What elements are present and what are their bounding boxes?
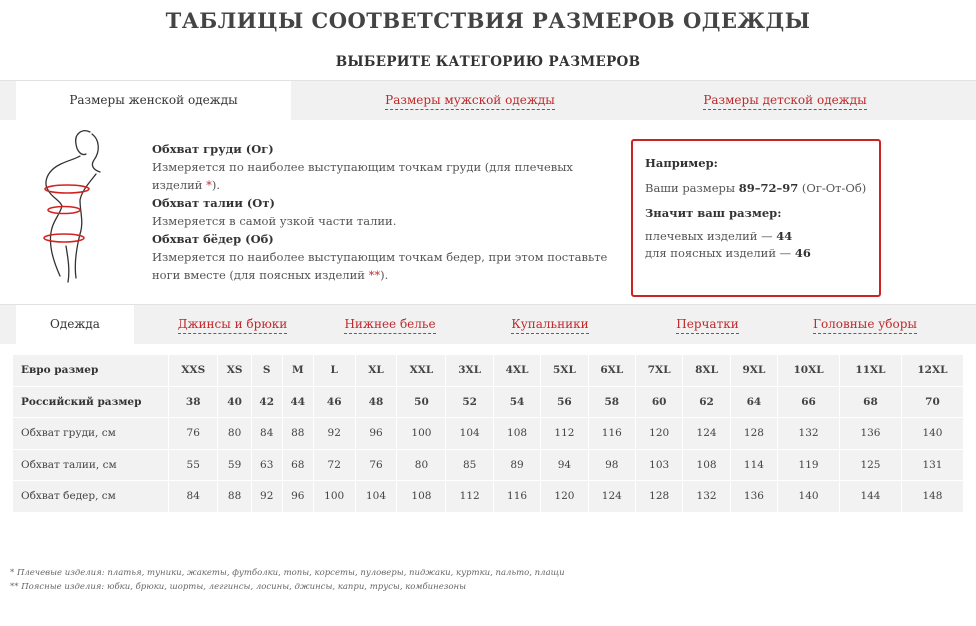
table-cell: 120 <box>635 418 682 450</box>
tab-underwear-label: Нижнее белье <box>344 317 435 334</box>
chest-title: Обхват груди (Ог) <box>152 142 274 156</box>
table-cell: 98 <box>588 449 635 481</box>
table-cell: 64 <box>730 386 777 418</box>
table-cell: M <box>282 355 313 387</box>
example-measurements <box>645 180 867 197</box>
table-cell: 104 <box>446 418 493 450</box>
table-cell: 119 <box>778 449 840 481</box>
table-cell: 84 <box>251 418 282 450</box>
item-tabs <box>0 304 976 344</box>
tab-jeans[interactable] <box>165 305 300 345</box>
row-header: Евро размер <box>13 355 169 387</box>
row-header: Обхват талии, см <box>13 449 169 481</box>
table-cell: 76 <box>355 449 397 481</box>
footnote-upper: * Плечевые изделия: платья, туники, жакеты, футболки, топы, корсеты, пуловеры, пиджаки, куртки, пальто, плащи <box>10 568 565 578</box>
measurement-instructions <box>152 140 622 284</box>
result-lower-prefix: для поясных изделий — <box>645 246 792 260</box>
table-cell: 11XL <box>840 355 902 387</box>
hips-description <box>152 248 622 284</box>
table-cell: 4XL <box>493 355 540 387</box>
table-cell: 144 <box>840 481 902 513</box>
example-values: 89–72–97 <box>738 181 799 195</box>
table-cell: 55 <box>169 449 218 481</box>
table-cell: 12XL <box>901 355 963 387</box>
tab-gloves[interactable] <box>660 305 755 345</box>
row-header: Обхват бедер, см <box>13 481 169 513</box>
table-cell: 80 <box>218 418 251 450</box>
table-cell: 132 <box>778 418 840 450</box>
tab-kids[interactable] <box>655 81 915 121</box>
table-cell: 8XL <box>683 355 730 387</box>
table-cell: 3XL <box>446 355 493 387</box>
table-cell: 58 <box>588 386 635 418</box>
table-cell: 104 <box>355 481 397 513</box>
table-cell: 9XL <box>730 355 777 387</box>
chest-text: Измеряется по наиболее выступающим точкам груди (для плечевых изделий <box>152 160 573 192</box>
hips-footnote-mark: ** <box>368 268 381 282</box>
table-cell: 60 <box>635 386 682 418</box>
table-cell: 59 <box>218 449 251 481</box>
table-cell: 128 <box>635 481 682 513</box>
table-cell: 100 <box>397 418 446 450</box>
table-cell: 7XL <box>635 355 682 387</box>
tab-clothing-label: Одежда <box>50 317 100 331</box>
table-cell: 80 <box>397 449 446 481</box>
table-cell: 44 <box>282 386 313 418</box>
example-suffix: (Ог-От-Об) <box>801 181 867 195</box>
table-cell: 48 <box>355 386 397 418</box>
body-measurement-figure-icon <box>30 126 110 286</box>
table-cell: 56 <box>541 386 588 418</box>
category-tabs <box>0 80 976 120</box>
table-cell: 116 <box>493 481 540 513</box>
table-cell: 114 <box>730 449 777 481</box>
table-cell: 140 <box>901 418 963 450</box>
result-lower-value: 46 <box>794 246 811 260</box>
table-row <box>13 481 964 513</box>
table-cell: 108 <box>683 449 730 481</box>
table-cell: 128 <box>730 418 777 450</box>
example-result-lower <box>645 245 867 262</box>
tab-underwear[interactable] <box>330 305 450 345</box>
table-cell: 6XL <box>588 355 635 387</box>
table-cell: XL <box>355 355 397 387</box>
waist-description: Измеряется в самой узкой части талии. <box>152 214 397 228</box>
table-cell: 120 <box>541 481 588 513</box>
tab-jeans-label: Джинсы и брюки <box>178 317 288 334</box>
table-cell: 68 <box>282 449 313 481</box>
tab-hats-label: Головные уборы <box>813 317 917 334</box>
table-cell: 108 <box>397 481 446 513</box>
table-cell: L <box>313 355 355 387</box>
page-title: ТАБЛИЦЫ СООТВЕТСТВИЯ РАЗМЕРОВ ОДЕЖДЫ <box>165 8 811 33</box>
table-row <box>13 418 964 450</box>
table-cell: 136 <box>730 481 777 513</box>
table-cell: 125 <box>840 449 902 481</box>
table-cell: 70 <box>901 386 963 418</box>
table-cell: 140 <box>778 481 840 513</box>
example-prefix: Ваши размеры <box>645 181 736 195</box>
table-cell: 63 <box>251 449 282 481</box>
hips-text: Измеряется по наиболее выступающим точкам бедер, при этом поставьте ноги вместе (для поясных изделий <box>152 250 608 282</box>
tab-hats[interactable] <box>800 305 930 345</box>
category-prompt: ВЫБЕРИТЕ КАТЕГОРИЮ РАЗМЕРОВ <box>335 54 641 70</box>
tab-men-label: Размеры мужской одежды <box>385 93 555 110</box>
table-row <box>13 386 964 418</box>
table-cell: 116 <box>588 418 635 450</box>
size-table <box>12 354 964 513</box>
row-header: Обхват груди, см <box>13 418 169 450</box>
hips-title: Обхват бёдер (Об) <box>152 232 274 246</box>
table-row <box>13 449 964 481</box>
row-header: Российский размер <box>13 386 169 418</box>
table-cell: 88 <box>218 481 251 513</box>
result-upper-prefix: плечевых изделий — <box>645 229 773 243</box>
table-cell: 136 <box>840 418 902 450</box>
table-cell: 96 <box>282 481 313 513</box>
chest-footnote-mark: * <box>206 178 212 192</box>
table-cell: XS <box>218 355 251 387</box>
chest-tail: ). <box>211 178 221 192</box>
table-cell: 88 <box>282 418 313 450</box>
table-cell: 112 <box>446 481 493 513</box>
tab-swimwear[interactable] <box>495 305 605 345</box>
table-cell: 108 <box>493 418 540 450</box>
footnotes <box>10 566 565 594</box>
table-cell: 66 <box>778 386 840 418</box>
tab-women-label: Размеры женской одежды <box>69 93 238 107</box>
table-cell: 96 <box>355 418 397 450</box>
tab-clothing[interactable] <box>16 305 134 345</box>
tab-gloves-label: Перчатки <box>676 317 738 334</box>
waist-title: Обхват талии (От) <box>152 196 275 210</box>
table-cell: XXL <box>397 355 446 387</box>
footnote-lower: ** Поясные изделия: юбки, брюки, шорты, леггинсы, лосины, джинсы, капри, трусы, комбинезоны <box>10 582 467 592</box>
table-cell: 85 <box>446 449 493 481</box>
table-cell: 76 <box>169 418 218 450</box>
table-cell: 5XL <box>541 355 588 387</box>
table-cell: 100 <box>313 481 355 513</box>
table-cell: 89 <box>493 449 540 481</box>
example-result-title: Значит ваш размер: <box>645 206 782 220</box>
table-cell: 38 <box>169 386 218 418</box>
table-cell: 132 <box>683 481 730 513</box>
table-cell: 84 <box>169 481 218 513</box>
table-cell: XXS <box>169 355 218 387</box>
hips-tail: ). <box>380 268 389 282</box>
table-cell: 131 <box>901 449 963 481</box>
table-cell: 52 <box>446 386 493 418</box>
table-cell: 42 <box>251 386 282 418</box>
table-cell: 68 <box>840 386 902 418</box>
table-cell: 103 <box>635 449 682 481</box>
table-cell: 72 <box>313 449 355 481</box>
example-result-upper <box>645 228 867 245</box>
table-cell: 40 <box>218 386 251 418</box>
table-cell: 10XL <box>778 355 840 387</box>
table-cell: 54 <box>493 386 540 418</box>
tab-swimwear-label: Купальники <box>511 317 588 334</box>
result-upper-value: 44 <box>776 229 793 243</box>
table-cell: 124 <box>683 418 730 450</box>
table-cell: 112 <box>541 418 588 450</box>
table-cell: 46 <box>313 386 355 418</box>
example-box <box>631 139 881 297</box>
table-cell: 148 <box>901 481 963 513</box>
table-cell: 124 <box>588 481 635 513</box>
table-cell: 50 <box>397 386 446 418</box>
table-cell: S <box>251 355 282 387</box>
table-cell: 92 <box>313 418 355 450</box>
table-cell: 62 <box>683 386 730 418</box>
table-cell: 94 <box>541 449 588 481</box>
table-row <box>13 355 964 387</box>
tab-men[interactable] <box>340 81 600 121</box>
tab-women[interactable] <box>16 81 291 121</box>
tab-kids-label: Размеры детской одежды <box>703 93 866 110</box>
table-cell: 92 <box>251 481 282 513</box>
chest-description <box>152 158 622 194</box>
example-title: Например: <box>645 156 718 170</box>
